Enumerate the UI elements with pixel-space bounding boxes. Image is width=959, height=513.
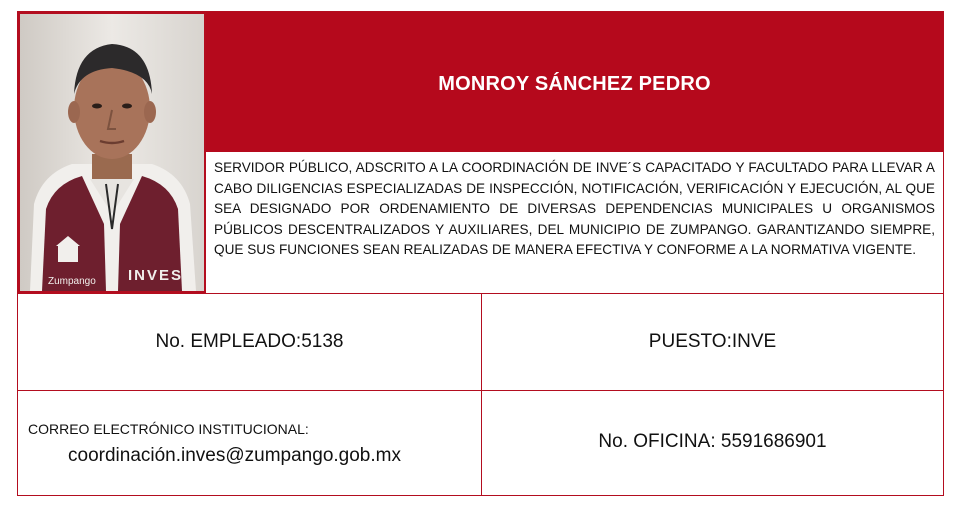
email-cell: [18, 389, 481, 495]
vest-logo-text: Zumpango: [48, 276, 96, 287]
employee-description: SERVIDOR PÚBLICO, ADSCRITO A LA COORDINACIÓN DE INVE´S CAPACITADO Y FACULTADO PARA LLEVAR A CABO DILIGENCIAS ESPECIALIZADAS DE INSPECCIÓN, NOTIFICACIÓN, VERIFICACIÓN Y EJECUCIÓN, AL QUE SEA DESIGNADO POR ORDENAMIENTO DE DIVERSAS DEPENDENCIAS MUNICIPALES U ORGANISMOS PÚBLICOS DESCENTRALIZADOS Y AUXILIARES, DEL MUNICIPIO DE ZUMPANGO. GARANTIZANDO SIEMPRE, QUE SUS FUNCIONES SEAN REALIZADAS DE MANERA EFECTIVA Y CONFORME A LA NORMATIVA VIGENTE.: [214, 160, 935, 258]
office-phone-cell: [481, 389, 943, 495]
employee-number-cell: [18, 294, 481, 390]
employee-name: MONROY SÁNCHEZ PEDRO: [438, 72, 711, 95]
info-row-2: [18, 389, 943, 495]
office-phone: No. OFICINA: 5591686901: [598, 431, 827, 452]
employee-number: No. EMPLEADO:5138: [155, 331, 344, 352]
position-cell: [481, 294, 943, 390]
info-row-1: [18, 293, 943, 391]
email-value[interactable]: coordinación.inves@zumpango.gob.mx: [68, 445, 401, 466]
email-label: CORREO ELECTRÓNICO INSTITUCIONAL:: [28, 421, 309, 437]
vest-text: INVES: [128, 267, 184, 284]
id-card: [17, 11, 944, 496]
position: PUESTO:INVE: [648, 331, 777, 352]
name-header: [206, 12, 943, 152]
employee-photo: [18, 12, 206, 293]
